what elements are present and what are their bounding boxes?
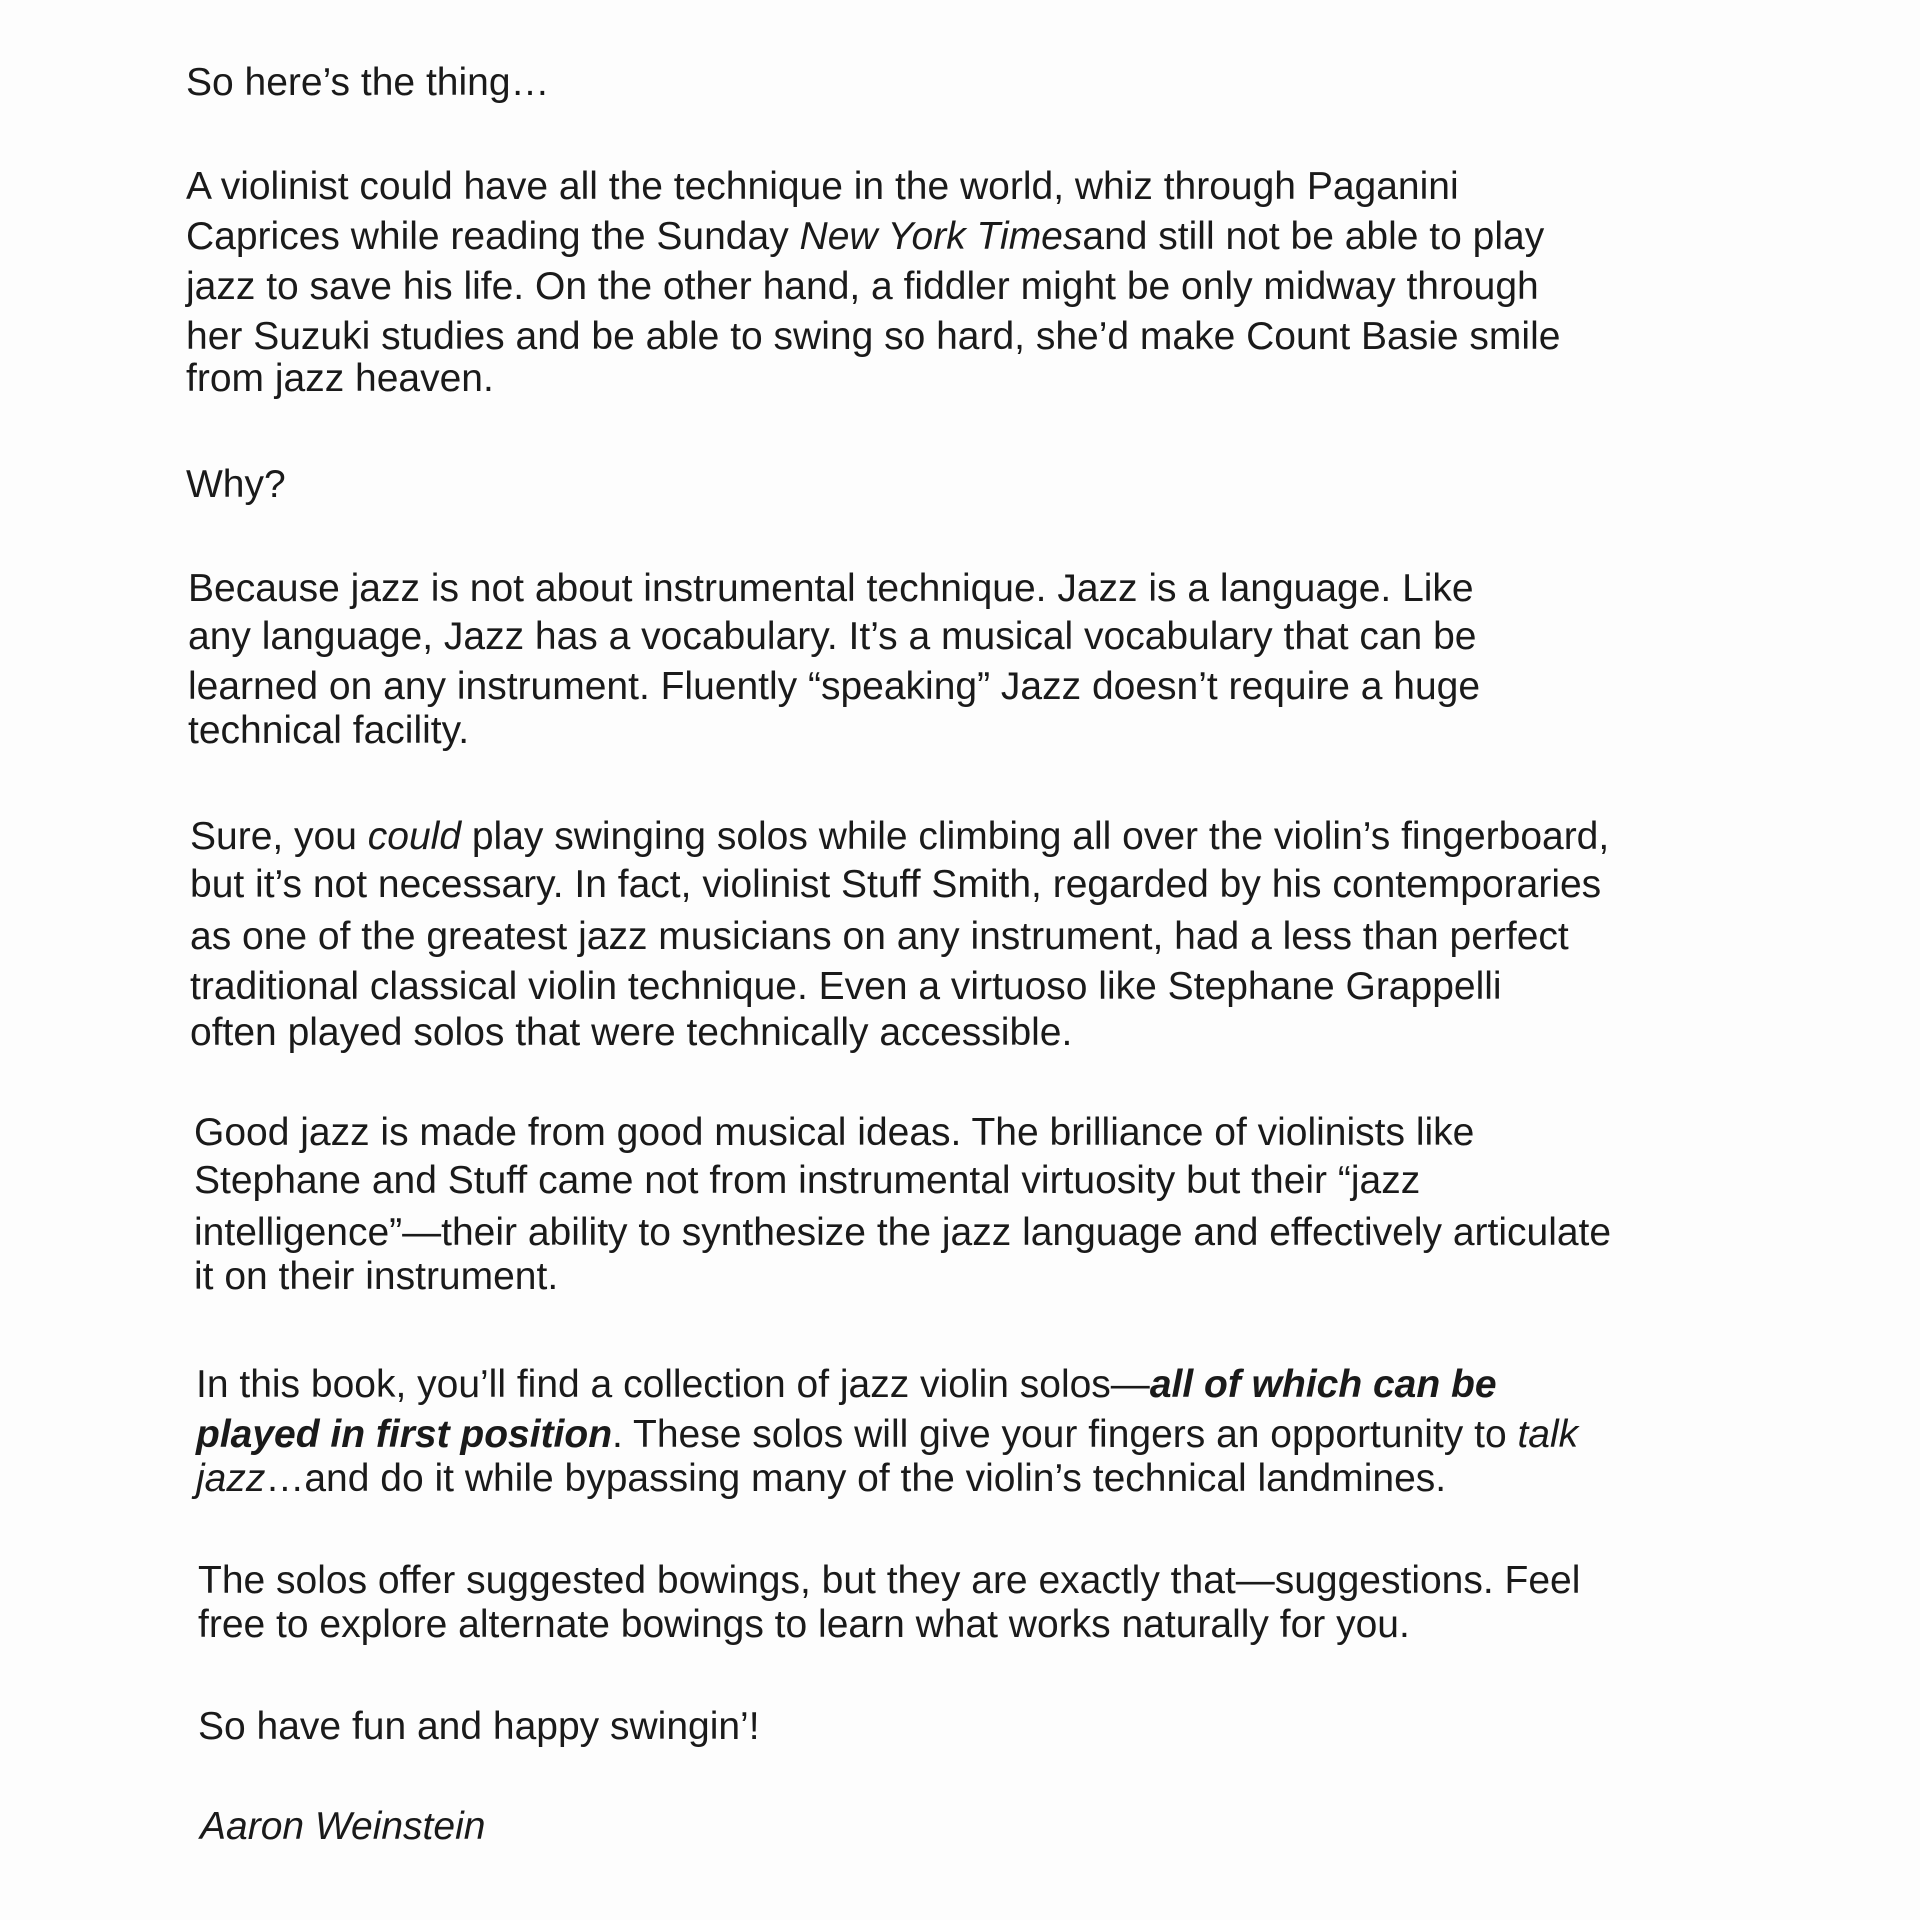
- text-line: Because jazz is not about instrumental technique. Jazz is a language. Like: [188, 567, 1474, 610]
- text-run: In this book, you’ll find a collection of jazz violin solos—: [196, 1363, 1150, 1406]
- newspaper-title: New York Times: [799, 215, 1083, 258]
- emphasis-jazz: jazz: [196, 1457, 266, 1500]
- text-run: play swinging solos while climbing all over the violin’s fingerboard,: [461, 815, 1610, 858]
- author-name: Aaron Weinstein: [200, 1805, 486, 1848]
- paragraph-this-book: [196, 1360, 1756, 1504]
- paragraph-bowings: [198, 1556, 1758, 1650]
- text-line: [196, 1410, 1756, 1460]
- text-run: . These solos will give your fingers an opportunity to: [612, 1413, 1518, 1456]
- emphasis-could: could: [367, 815, 462, 858]
- text-line: jazz to save his life. On the other hand, a fiddler might be only midway through: [186, 265, 1539, 308]
- text-run: Caprices while reading the Sunday: [186, 215, 800, 258]
- paragraph-closing: [198, 1702, 1758, 1752]
- paragraph-good-jazz: [194, 1108, 1754, 1302]
- text-line: her Suzuki studies and be able to swing so hard, she’d make Count Basie smile: [186, 315, 1561, 358]
- text-line: Stephane and Stuff came not from instrumental virtuosity but their “jazz: [194, 1159, 1421, 1202]
- text-line: [196, 1454, 1756, 1504]
- text-line: it on their instrument.: [194, 1255, 559, 1298]
- text-line: intelligence”—their ability to synthesize the jazz language and effectively articulate: [194, 1211, 1612, 1254]
- why-text: Why?: [186, 463, 286, 506]
- text-run: and still not be able to play: [1082, 215, 1545, 258]
- signature: [200, 1802, 1760, 1852]
- paragraph-why: [186, 460, 1746, 510]
- text-line: Good jazz is made from good musical ideas. The brilliance of violinists like: [194, 1111, 1475, 1154]
- text-line: free to explore alternate bowings to learn what works naturally for you.: [198, 1603, 1410, 1646]
- text-line: any language, Jazz has a vocabulary. It’s a musical vocabulary that can be: [188, 615, 1477, 658]
- text-run: …and do it while bypassing many of the violin’s technical landmines.: [265, 1457, 1447, 1500]
- paragraph-intro: [186, 58, 1746, 108]
- text-line: learned on any instrument. Fluently “speaking” Jazz doesn’t require a huge: [188, 665, 1481, 708]
- text-line: technical facility.: [188, 709, 470, 752]
- paragraph-language: [188, 564, 1748, 756]
- paragraph-violinist: [186, 162, 1746, 404]
- text-line: often played solos that were technically accessible.: [190, 1011, 1073, 1054]
- emphasis-talk: talk: [1517, 1413, 1579, 1456]
- text-line: from jazz heaven.: [186, 357, 494, 400]
- text-line: [196, 1360, 1756, 1410]
- bold-italic-emphasis: all of which can be: [1149, 1363, 1497, 1406]
- bold-italic-emphasis: played in first position: [196, 1413, 613, 1456]
- text-line: as one of the greatest jazz musicians on any instrument, had a less than perfect: [190, 915, 1569, 958]
- text-line: but it’s not necessary. In fact, violinist Stuff Smith, regarded by his contemporaries: [190, 863, 1602, 906]
- intro-text: So here’s the thing…: [186, 61, 550, 104]
- text-line: [190, 812, 1750, 862]
- text-line: [186, 212, 1746, 262]
- text-line: traditional classical violin technique. Even a virtuoso like Stephane Grappelli: [190, 965, 1502, 1008]
- text-run: Sure, you: [190, 815, 368, 858]
- text-line: A violinist could have all the technique in the world, whiz through Paganini: [186, 165, 1459, 208]
- closing-text: So have fun and happy swingin’!: [198, 1705, 760, 1748]
- paragraph-technique: [190, 812, 1750, 1058]
- text-line: The solos offer suggested bowings, but they are exactly that—suggestions. Feel: [198, 1559, 1581, 1602]
